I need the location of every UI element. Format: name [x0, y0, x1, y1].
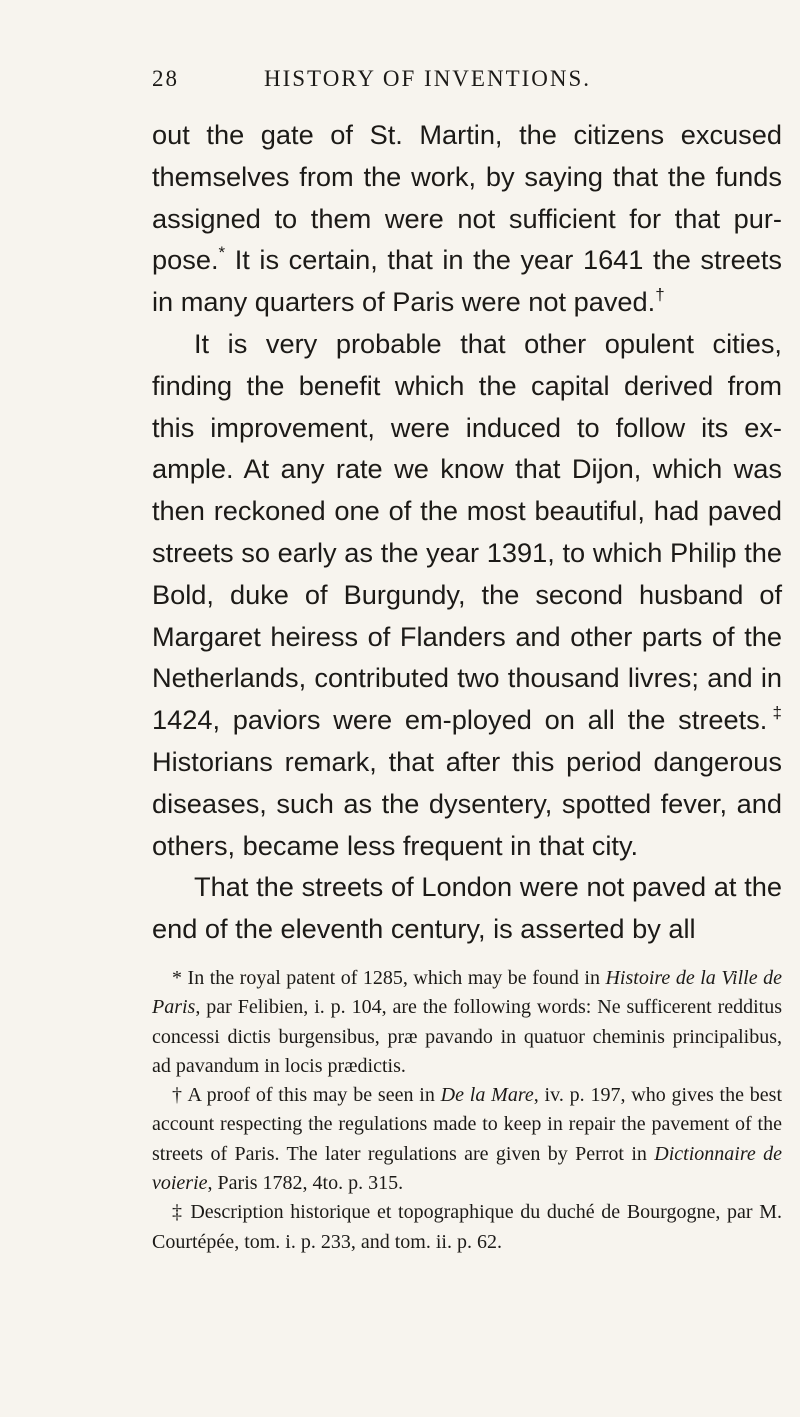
footnote-2 [152, 1081, 782, 1198]
footnote-1 [152, 964, 782, 1081]
page-header [152, 66, 782, 106]
book-page [152, 66, 782, 1257]
paragraph-2-text-a: It is very probable that other opulent cities, finding the benefit which the capital derived from this improvement, were induced to follow its ex-ample. At any rate we know that Dijon, which was then reckoned one of the most beautiful, had paved streets so early as the year 1391, to which Philip the Bold, duke of Burgundy, the second husband of Margaret heiress of Flanders and other parts of the Netherlands, contributed two thousand livres; and in 1424, paviors were em-ployed on all the streets. [152, 327, 782, 736]
paragraph-1-text-a: out the gate of St. Martin, the citizens excused themselves from the work, by saying that the funds assigned to them were not sufficient for that pur-pose. [152, 119, 782, 276]
body-text [152, 114, 782, 950]
footnote-1-text-a: In the royal patent of 1285, which may be found in [187, 966, 606, 989]
page-number: 28 [152, 66, 179, 91]
footnote-3-text-a: Description historique et topographique du duché de Bourgogne, par M. Courtépée, tom. i. p. 233, and tom. ii. p. 62. [152, 1201, 783, 1253]
paragraph-2 [152, 323, 782, 866]
footnote-2-title-2: Dictionnaire de voierie [152, 1142, 782, 1195]
footnote-1-mark: * [172, 966, 188, 989]
footnote-2-mark: † [172, 1084, 188, 1107]
running-title: HISTORY OF INVENTIONS. [264, 66, 592, 91]
paragraph-2-text-b: Historians remark, that after this period dangerous diseases, such as the dysentery, spotted fever, and others, became less frequent in that city. [152, 745, 782, 861]
paragraph-1-text-b: It is certain, that in the year 1641 the streets in many quarters of Paris were not paved. [152, 244, 782, 318]
footnote-ref-3: ‡ [767, 703, 782, 723]
footnote-1-text-b: , par Felibien, i. p. 104, are the following words: Ne sufficerent redditus concessi dictis burgensibus, præ pavando in quatuor cheminis principalibus, ad pavandum in locis prædictis. [152, 996, 782, 1077]
footnote-2-text-a: A proof of this may be seen in [187, 1084, 441, 1107]
footnote-3-mark: ‡ [172, 1201, 191, 1224]
footnote-2-title-1: De la Mare [440, 1084, 534, 1107]
paragraph-1 [152, 114, 782, 323]
footnote-1-title: Histoire de la Ville de Paris [152, 966, 783, 1019]
footnotes [152, 964, 782, 1257]
footnote-2-text-c: , Paris 1782, 4to. p. 315. [207, 1172, 404, 1195]
footnote-ref-1: * [218, 243, 226, 263]
footnote-2-text-b: , iv. p. 197, who gives the best account respecting the regulations made to keep in repair the pavement of the streets of Paris. The later regulations are given by Perrot in [152, 1084, 783, 1165]
paragraph-3: That the streets of London were not paved at the end of the eleventh century, is asserted by all [152, 871, 782, 945]
footnote-3 [152, 1198, 782, 1257]
footnote-ref-2: † [655, 285, 665, 305]
